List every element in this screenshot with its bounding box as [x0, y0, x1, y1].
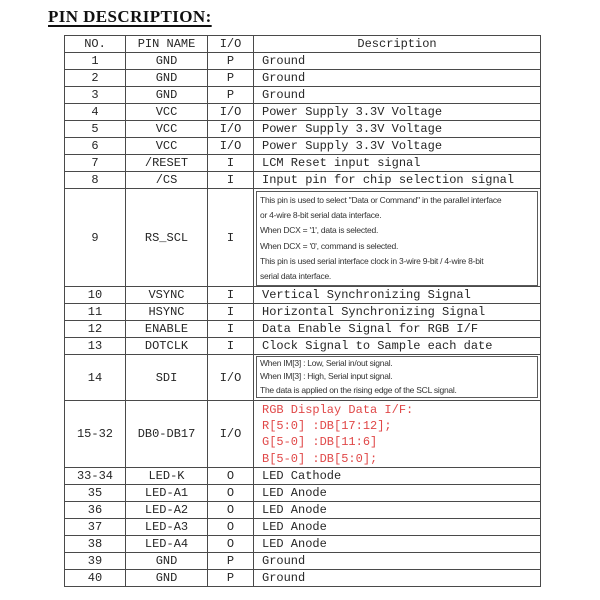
description-cell: LED Anode [253, 502, 540, 518]
description-cell: Ground [253, 87, 540, 103]
description-line: RGB Display Data I/F: [262, 403, 414, 417]
io-type-cell: P [207, 553, 253, 569]
description-line: or 4-wire 8-bit serial data interface. [260, 210, 382, 221]
pin-number-cell: 14 [87, 370, 103, 385]
io-type-cell: I/O [207, 104, 253, 120]
table-row [65, 484, 540, 501]
io-type-cell: I/O [207, 121, 253, 137]
description-line: R[5:0] :DB[17:12]; [262, 419, 392, 434]
description-cell: Ground [253, 570, 540, 586]
io-type-cell: P [207, 570, 253, 586]
table-row [65, 303, 540, 320]
pin-name-cell: ENABLE [125, 321, 207, 337]
table-header-row [65, 36, 540, 52]
table-row [65, 154, 540, 171]
table-row [65, 69, 540, 86]
io-type-cell: I [207, 189, 253, 286]
table-row [65, 103, 540, 120]
pin-name-cell: LED-A3 [125, 519, 207, 535]
description-cell: Power Supply 3.3V Voltage [253, 138, 540, 154]
pin-number-cell: 15-32 [76, 427, 113, 441]
pin-number-cell: 3 [91, 88, 99, 102]
table-row [65, 137, 540, 154]
io-type-cell: O [207, 502, 253, 518]
table-row [65, 501, 540, 518]
column-header-io: I/O [207, 36, 253, 52]
pin-name-cell: LED-A2 [125, 502, 207, 518]
pin-number-cell: 37 [87, 520, 103, 534]
pin-number-cell: 9 [91, 230, 99, 245]
pin-name-cell: /CS [125, 172, 207, 188]
io-type-cell: I/O [207, 138, 253, 154]
io-type-cell: I [207, 338, 253, 354]
description-cell: Ground [253, 70, 540, 86]
table-row [65, 320, 540, 337]
pin-number-cell: 8 [91, 173, 99, 187]
description-line: When DCX = '0', command is selected. [260, 240, 399, 251]
description-cell: Input pin for chip selection signal [253, 172, 540, 188]
io-type-cell: I [207, 304, 253, 320]
io-type-cell: I [207, 172, 253, 188]
pin-name-cell: GND [125, 87, 207, 103]
pin-name-cell: GND [125, 553, 207, 569]
pin-number-cell: 7 [91, 156, 99, 170]
pin-number-cell: 38 [87, 537, 103, 551]
description-cell: Ground [253, 553, 540, 569]
pin-number-cell: 11 [87, 305, 103, 319]
table-row [65, 86, 540, 103]
io-type-cell: P [207, 87, 253, 103]
table-row [65, 120, 540, 137]
description-cell: Ground [253, 53, 540, 69]
io-type-cell: I [207, 155, 253, 171]
pin-name-cell: GND [125, 70, 207, 86]
pin-name-cell: VCC [125, 121, 207, 137]
description-cell [253, 355, 540, 400]
pin-name-cell: HSYNC [125, 304, 207, 320]
description-line: G[5-0] :DB[11:6] [262, 435, 378, 450]
description-cell [253, 189, 540, 286]
description-line: B[5-0] :DB[5:0]; [262, 451, 378, 466]
description-cell: Clock Signal to Sample each date [253, 338, 540, 354]
description-note-box [256, 191, 538, 286]
table-row [65, 400, 540, 467]
io-type-cell: O [207, 468, 253, 484]
table-row [65, 535, 540, 552]
description-cell: LED Anode [253, 536, 540, 552]
pin-description-table [64, 35, 541, 587]
pin-name-cell: VCC [125, 138, 207, 154]
io-type-cell: O [207, 485, 253, 501]
pin-number-cell: 33-34 [76, 469, 113, 483]
pin-number-cell: 12 [87, 322, 103, 336]
description-cell: Data Enable Signal for RGB I/F [253, 321, 540, 337]
pin-number-cell: 6 [91, 139, 99, 153]
pin-number-cell: 5 [91, 122, 99, 136]
pin-name-cell: LED-A1 [125, 485, 207, 501]
pin-name-cell: /RESET [125, 155, 207, 171]
table-row [65, 188, 540, 286]
table-row [65, 337, 540, 354]
table-row [65, 569, 540, 586]
table-row [65, 171, 540, 188]
pin-number-cell: 40 [87, 571, 103, 585]
pin-number-cell: 4 [91, 105, 99, 119]
description-line: The data is applied on the rising edge of the SCL signal. [260, 384, 457, 395]
io-type-cell: I/O [207, 355, 253, 400]
description-cell: LED Anode [253, 519, 540, 535]
pin-name-cell: SDI [125, 355, 207, 400]
description-line: serial data interface. [260, 271, 332, 282]
description-cell: LCM Reset input signal [253, 155, 540, 171]
io-type-cell: I [207, 287, 253, 303]
io-type-cell: O [207, 519, 253, 535]
io-type-cell: I [207, 321, 253, 337]
pin-name-cell: VSYNC [125, 287, 207, 303]
description-line: When IM[3] : Low, Serial in/out signal. [260, 358, 393, 368]
pin-number-cell: 36 [87, 503, 103, 517]
pin-number-cell: 39 [87, 554, 103, 568]
table-row [65, 286, 540, 303]
description-cell: Power Supply 3.3V Voltage [253, 121, 540, 137]
table-row [65, 552, 540, 569]
page-title: PIN DESCRIPTION: [48, 7, 212, 26]
column-header-description: Description [253, 36, 540, 52]
pin-name-cell: DB0-DB17 [125, 401, 207, 467]
table-row [65, 518, 540, 535]
pin-number-cell: 13 [87, 339, 103, 353]
pin-number-cell: 1 [91, 54, 99, 68]
description-line: When DCX = '1', data is selected. [260, 225, 379, 236]
description-cell: LED Anode [253, 485, 540, 501]
description-line: This pin is used serial interface clock in 3-wire 9-bit / 4-wire 8-bit [260, 255, 484, 266]
column-header-pin-name: PIN NAME [125, 36, 207, 52]
description-line: This pin is used to select "Data or Command" in the parallel interface [260, 195, 502, 205]
rgb-data-description [254, 401, 540, 467]
pin-name-cell: VCC [125, 104, 207, 120]
pin-number-cell: 35 [87, 486, 103, 500]
io-type-cell: P [207, 70, 253, 86]
table-row [65, 467, 540, 484]
pin-number-cell: 10 [87, 288, 103, 302]
description-cell: LED Cathode [253, 468, 540, 484]
pin-name-cell: DOTCLK [125, 338, 207, 354]
io-type-cell: O [207, 536, 253, 552]
io-type-cell: P [207, 53, 253, 69]
description-line: When IM[3] : High, Serial input signal. [260, 371, 393, 382]
column-header-no: NO. [84, 37, 106, 51]
pin-name-cell: GND [125, 53, 207, 69]
pin-name-cell: RS_SCL [125, 189, 207, 286]
pin-name-cell: LED-A4 [125, 536, 207, 552]
description-cell [253, 401, 540, 467]
description-cell: Vertical Synchronizing Signal [253, 287, 540, 303]
pin-name-cell: GND [125, 570, 207, 586]
table-row [65, 52, 540, 69]
pin-number-cell: 2 [91, 71, 99, 85]
io-type-cell: I/O [207, 401, 253, 467]
description-note-box [256, 356, 538, 398]
pin-name-cell: LED-K [125, 468, 207, 484]
table-row [65, 354, 540, 400]
description-cell: Horizontal Synchronizing Signal [253, 304, 540, 320]
description-cell: Power Supply 3.3V Voltage [253, 104, 540, 120]
